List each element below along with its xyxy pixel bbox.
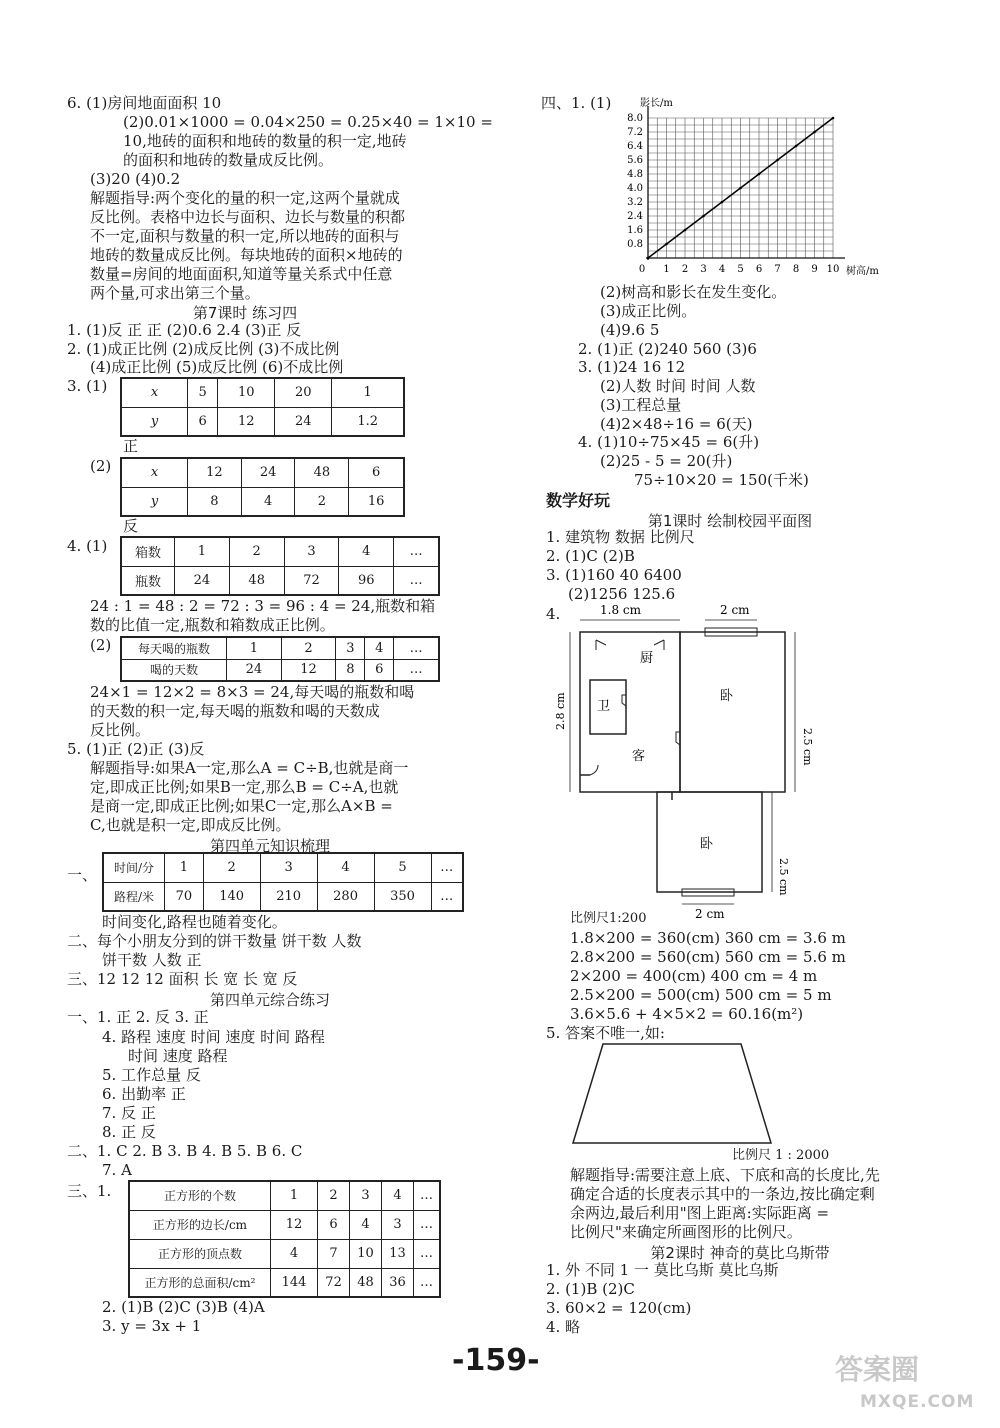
q4-explain-1: 24 : 1 = 48 : 2 = 72 : 3 = 96 : 4 = 24,瓶数和箱: [90, 597, 436, 615]
practice-a6: 6. 出勤率 正: [102, 1085, 186, 1103]
s4-q4a: 4. (1)10÷75×45 = 6(升): [578, 433, 760, 451]
dim-right-2-5a: 2.5 cm: [801, 728, 814, 766]
calc-1: 1.8×200 = 360(cm) 360 cm = 3.6 m: [570, 929, 846, 947]
y-tick-label: 8.0: [627, 113, 643, 124]
practice-a1: 一、1. 正 2. 反 3. 正: [67, 1008, 209, 1026]
x-tick-label: 7: [774, 264, 781, 275]
table-xy-2: x 12 24 48 6 y 8 4 2 16: [120, 457, 405, 517]
q5-guide-3: 是商一定,即成正比例;如果C一定,那么A×B =: [90, 797, 393, 815]
room-bedroom-1: 卧: [720, 689, 734, 704]
fun-guide-1: 解题指导:需要注意上底、下底和高的长度比,先: [570, 1166, 880, 1184]
q6-line9: 地砖的数量成反比例。每块地砖的面积×地砖的: [90, 246, 403, 264]
fun-a1: 1. 建筑物 数据 比例尺: [546, 528, 695, 546]
s4-q4b: (2)25 - 5 = 20(升): [600, 452, 733, 470]
table-time-distance: 时间/分 1 2 3 4 5 … 路程/米 70 140 210 280 350 …: [102, 852, 464, 912]
q5-guide-2: 定,即成正比例;如果B一定,那么B = C÷A,也就: [90, 778, 399, 796]
x-tick-label: 1: [663, 264, 670, 275]
y-tick-label: 5.6: [627, 155, 643, 166]
fun-b3: 3. 60×2 = 120(cm): [546, 1299, 692, 1317]
q6-line2: (2)0.01×1000 = 0.04×250 = 0.25×40 = 1×10 =: [123, 113, 493, 131]
data-point: [739, 187, 742, 190]
s4-q3a: 3. (1)24 16 12: [578, 358, 686, 376]
chart-answer-3: (3)成正比例。: [600, 302, 697, 320]
room-kitchen: 厨: [640, 651, 654, 666]
review-item1-text: 时间变化,路程也随着变化。: [102, 913, 287, 931]
data-point: [795, 145, 798, 148]
review-item1-label: 一、: [67, 866, 98, 884]
room-bath: 卫: [597, 699, 611, 714]
x-tick-label: 4: [718, 264, 726, 275]
x-tick-label: 2: [681, 264, 689, 275]
y-tick-label: 4.0: [627, 183, 643, 194]
answer-inverse: 反: [123, 517, 139, 535]
practice-a4b: 时间 速度 路程: [128, 1047, 228, 1065]
lesson7-q4-label: 4. (1): [67, 537, 108, 555]
trapezoid-drawing: [565, 1040, 805, 1150]
trapezoid-scale: 比例尺 1 : 2000: [732, 1148, 830, 1163]
unit4-review-title: 第四单元知识梳理: [209, 837, 330, 855]
q6-line6: 解题指导:两个变化的量的积一定,这两个量就成: [90, 189, 400, 207]
q6-line1: 6. (1)房间地面面积 10: [67, 94, 222, 112]
practice-b7: 7. A: [102, 1161, 132, 1179]
room-bedroom-2: 卧: [700, 837, 714, 852]
dim-right-2-5b: 2.5 cm: [777, 858, 790, 896]
y-tick-label: 7.2: [627, 127, 643, 138]
s4-q3c: (3)工程总量: [600, 396, 682, 414]
q6-line8: 不一定,面积与数量的积一定,所以地砖的面积与: [90, 227, 400, 245]
q4-explain-2: 数的比值一定,瓶数和箱数成正比例。: [90, 616, 335, 634]
chart-y-axis-label: 影长/m: [640, 98, 673, 109]
y-tick-label: 1.6: [627, 225, 643, 236]
floor-plan: [554, 600, 820, 930]
fun-a3a: 3. (1)160 40 6400: [546, 566, 682, 584]
table-boxes-bottles: 箱数 1 2 3 4 … 瓶数 24 48 72 96 …: [120, 536, 440, 596]
lesson7-q2b: (4)成正比例 (5)成反比例 (6)不成比例: [90, 358, 344, 376]
fun-math-title: 数学好玩: [546, 491, 611, 510]
q4-explain-3: 24×1 = 12×2 = 8×3 = 24,每天喝的瓶数和喝: [90, 683, 415, 701]
practice-c1: 三、1.: [67, 1182, 112, 1200]
dim-bottom-2cm: 2 cm: [695, 907, 725, 921]
practice-a7: 7. 反 正: [102, 1104, 156, 1122]
calc-4: 2.5×200 = 500(cm) 500 cm = 5 m: [570, 986, 832, 1004]
fun-lesson2-title: 第2课时 神奇的莫比乌斯带: [650, 1244, 830, 1262]
q4-explain-5: 反比例。: [90, 721, 151, 739]
q6-line4: 的面积和地砖的数量成反比例。: [123, 151, 334, 169]
data-point: [665, 243, 668, 246]
x-tick-label: 5: [737, 264, 744, 275]
s4-q3d: (4)2×48÷16 = 6(天): [600, 415, 753, 433]
q6-line11: 两个量,可求出第三个量。: [90, 284, 260, 302]
table-xy-1: x 5 10 20 1 y 6 12 24 1.2: [120, 377, 405, 437]
q6-line7: 反比例。表格中边长与面积、边长与数量的积都: [90, 208, 406, 226]
q5-guide-1: 解题指导:如果A一定,那么A = C÷B,也就是商一: [90, 759, 409, 777]
y-tick-label: 2.4: [627, 211, 643, 222]
watermark-url: MXQE.COM: [860, 1392, 975, 1412]
chart-answer-4: (4)9.6 5: [600, 321, 660, 339]
fun-guide-2: 确定合适的长度表示其中的一条边,按比确定剩: [570, 1185, 875, 1203]
chart-x-axis-label: 树高/m: [846, 266, 879, 277]
answer-proportional: 正: [123, 437, 139, 455]
x-tick-label: 10: [826, 264, 840, 275]
fun-b1: 1. 外 不同 1 一 莫比乌斯 莫比乌斯: [546, 1261, 779, 1279]
lesson7-q2a: 2. (1)成正比例 (2)成反比例 (3)不成比例: [67, 340, 340, 358]
section4-q1-label: 四、1. (1): [541, 94, 612, 112]
q6-line3: 10,地砖的面积和地砖的数量的积一定,地砖: [123, 132, 407, 150]
fun-a2: 2. (1)C (2)B: [546, 547, 635, 565]
calc-3: 2×200 = 400(cm) 400 cm = 4 m: [570, 967, 818, 985]
plan-scale: 比例尺1:200: [570, 911, 647, 926]
review-item2a: 二、每个小朋友分到的饼干数量 饼干数 人数: [67, 932, 362, 950]
page-number: -159-: [452, 1343, 540, 1378]
chart-answer-2: (2)树高和影长在发生变化。: [600, 283, 787, 301]
data-point: [647, 257, 650, 260]
x-tick-label: 6: [755, 264, 763, 275]
lesson7-q5: 5. (1)正 (2)正 (3)反: [67, 740, 205, 758]
calc-5: 3.6×5.6 + 4×5×2 = 60.16(m²): [570, 1005, 804, 1023]
y-tick-label: 4.8: [627, 169, 643, 180]
q5-guide-4: C,也就是积一定,即成反比例。: [90, 816, 291, 834]
fun-a4: 4.: [546, 605, 561, 623]
fun-a3b: (2)1256 125.6: [568, 585, 676, 603]
lesson7-title: 第7课时 练习四: [192, 304, 298, 322]
data-point: [813, 131, 816, 134]
practice-c2: 2. (1)B (2)C (3)B (4)A: [102, 1298, 265, 1316]
lesson7-q3-label2: (2): [90, 457, 112, 475]
lesson7-q4-label2: (2): [90, 636, 112, 654]
practice-a8: 8. 正 反: [102, 1123, 156, 1141]
table-bottles-days: 每天喝的瓶数 1 2 3 4 … 喝的天数 24 12 8 6 …: [120, 636, 440, 682]
calc-2: 2.8×200 = 560(cm) 560 cm = 5.6 m: [570, 948, 846, 966]
tree-shadow-line-chart: [600, 92, 900, 282]
s4-q4c: 75÷10×20 = 150(千米): [634, 471, 809, 489]
s4-q3b: (2)人数 时间 时间 人数: [600, 377, 756, 395]
data-point: [684, 229, 687, 232]
fun-a5: 5. 答案不唯一,如:: [546, 1024, 665, 1042]
lesson7-q3-label: 3. (1): [67, 377, 108, 395]
dim-top-2cm: 2 cm: [720, 603, 750, 617]
practice-c3: 3. y = 3x + 1: [102, 1317, 202, 1335]
y-tick-label: 6.4: [627, 141, 643, 152]
practice-b1: 二、1. C 2. B 3. B 4. B 5. B 6. C: [67, 1142, 303, 1160]
s4-q2: 2. (1)正 (2)240 560 (3)6: [578, 340, 757, 358]
y-tick-label: 0.8: [627, 239, 643, 250]
unit4-practice-title: 第四单元综合练习: [209, 991, 330, 1009]
fun-lesson1-title: 第1课时 绘制校园平面图: [647, 512, 813, 530]
review-item3: 三、12 12 12 面积 长 宽 长 宽 反: [67, 970, 298, 988]
q6-line5: (3)20 (4)0.2: [90, 170, 181, 188]
fun-guide-4: 比例尺"来确定所画图形的比例尺。: [570, 1223, 802, 1241]
review-item2b: 饼干数 人数 正: [102, 951, 202, 969]
x-tick-label: 8: [792, 264, 800, 275]
data-point: [776, 159, 779, 162]
fun-guide-3: 余两边,最后利用"图上距离:实际距离 =: [570, 1204, 830, 1222]
x-tick-label: 3: [700, 264, 707, 275]
watermark-logo-text: 答案圈: [835, 1353, 920, 1386]
data-point: [721, 201, 724, 204]
room-living: 客: [632, 749, 646, 764]
lesson7-q1: 1. (1)反 正 正 (2)0.6 2.4 (3)正 反: [67, 321, 302, 339]
data-point: [758, 173, 761, 176]
practice-a5: 5. 工作总量 反: [102, 1066, 201, 1084]
data-point: [832, 117, 835, 120]
q4-explain-4: 的天数的积一定,每天喝的瓶数和喝的天数成: [90, 702, 380, 720]
data-point: [702, 215, 705, 218]
q6-line10: 数量=房间的地面面积,知道等量关系式中任意: [90, 265, 393, 283]
fun-b4: 4. 略: [546, 1318, 581, 1336]
fun-b2: 2. (1)B (2)C: [546, 1280, 635, 1298]
table-squares: 正方形的个数 1 2 3 4 … 正方形的边长/cm 12 6 4 3 … 正方形的顶点数 4 7 10 13 … 正方形的总面积/cm² 144 72 48 36 …: [128, 1180, 441, 1298]
dim-top-1-8: 1.8 cm: [600, 603, 641, 617]
dim-left-2-8: 2.8 cm: [554, 692, 567, 730]
x-tick-label: 0: [638, 264, 646, 275]
y-tick-label: 3.2: [627, 197, 643, 208]
x-tick-label: 9: [811, 264, 818, 275]
practice-a4a: 4. 路程 速度 时间 速度 时间 路程: [102, 1028, 325, 1046]
